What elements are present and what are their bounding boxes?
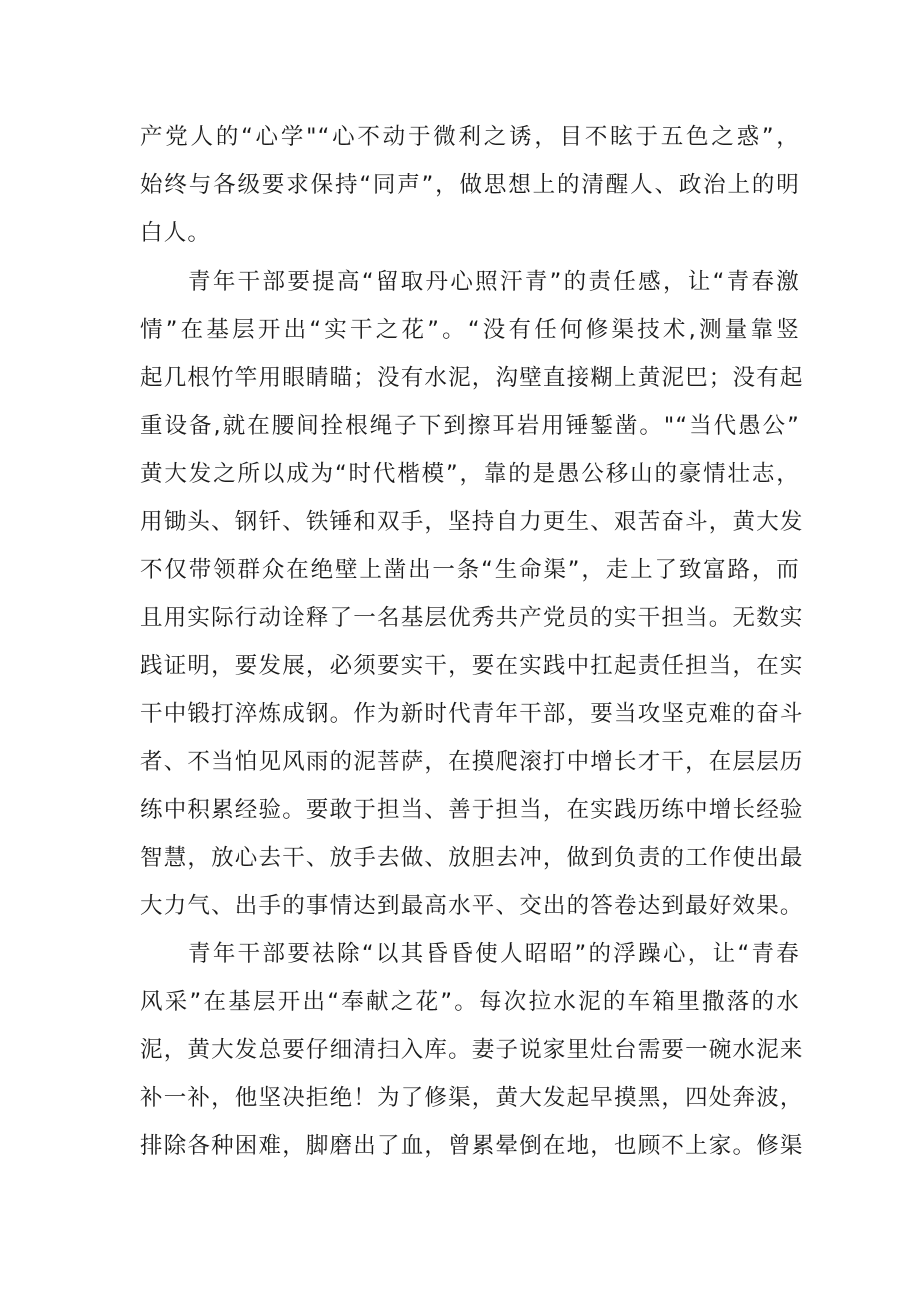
text-line: 不仅带领群众在绝壁上凿出一条“生命渠”，走上了致富路，而: [140, 557, 800, 583]
text-line: 白人。: [140, 220, 212, 246]
text-line: 排除各种困难，脚磨出了血，曾累晕倒在地，也顾不上家。修渠: [140, 1133, 804, 1159]
text-line: 黄大发之所以成为“时代楷模”，靠的是愚公移山的豪情壮志，: [140, 461, 800, 487]
text-line: 且用实际行动诠释了一名基层优秀共产党员的实干担当。无数实: [140, 605, 804, 631]
text-line: 始终与各级要求保持“同声”，做思想上的清醒人、政治上的明: [140, 172, 800, 198]
paragraph-start-line: 青年干部要祛除“以其昏昏使人昭昭”的浮躁心，让“青春: [188, 941, 800, 967]
text-line: 用锄头、钢钎、铁锤和双手，坚持自力更生、艰苦奋斗，黄大发: [140, 509, 804, 535]
text-line: 练中积累经验。要敢于担当、善于担当，在实践历练中增长经验: [140, 797, 804, 823]
text-line: 泥，黄大发总要仔细清扫入库。妻子说家里灶台需要一碗水泥来: [140, 1037, 804, 1063]
paragraph-start-line: 青年干部要提高“留取丹心照汗青”的责任感，让“青春激: [188, 269, 800, 295]
text-line: 补一补，他坚决拒绝！为了修渠，黄大发起早摸黑，四处奔波，: [140, 1085, 804, 1111]
text-line: 干中锻打淬炼成钢。作为新时代青年干部，要当攻坚克难的奋斗: [140, 701, 804, 727]
text-line: 者、不当怕见风雨的泥菩萨，在摸爬滚打中增长才干，在层层历: [140, 749, 804, 775]
text-line: 风采”在基层开出“奉献之花”。每次拉水泥的车箱里撒落的水: [140, 989, 800, 1015]
text-line: 大力气、出手的事情达到最高水平、交出的答卷达到最好效果。: [140, 893, 804, 919]
text-line: 智慧，放心去干、放手去做、放胆去冲，做到负责的工作使出最: [140, 845, 804, 871]
text-line: 情”在基层开出“实干之花”。“没有任何修渠技术,测量靠竖: [140, 317, 800, 343]
text-line: 产党人的“心学"“心不动于微利之诱，目不眩于五色之惑”，: [140, 124, 800, 150]
text-line: 践证明，要发展，必须要实干，要在实践中扛起责任担当，在实: [140, 653, 804, 679]
text-line: 起几根竹竿用眼睛瞄；没有水泥，沟壁直接糊上黄泥巴；没有起: [140, 365, 804, 391]
text-line: 重设备,就在腰间拴根绳子下到擦耳岩用锤錾凿。"“当代愚公”: [140, 413, 800, 439]
